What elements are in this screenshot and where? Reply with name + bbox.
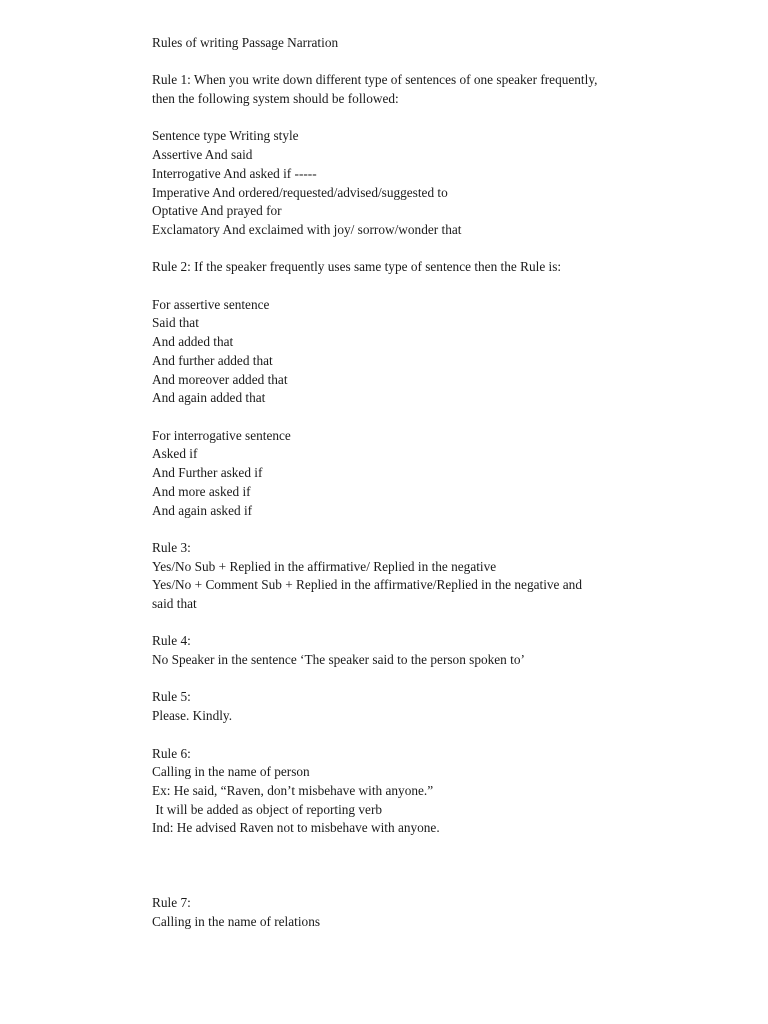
document-title: Rules of writing Passage Narration	[152, 35, 339, 50]
sentence-type-row: Exclamatory And exclaimed with joy/ sorrow/wonder that	[152, 222, 462, 237]
rule5-line: Please. Kindly.	[152, 708, 233, 724]
rule3-line: Yes/No + Comment Sub + Replied in the affirmative/Replied in the negative and	[152, 577, 582, 593]
sentence-type-row: Assertive And said	[152, 147, 253, 163]
interrogative-item: And more asked if	[152, 483, 251, 499]
sentence-type-row: Interrogative And asked if -----	[152, 165, 317, 181]
assertive-item: And again added that	[152, 390, 266, 406]
assertive-item: Said that	[152, 315, 199, 331]
rule6-line: It will be added as object of reporting verb	[152, 801, 383, 817]
rule1-line: Rule 1: When you write down different type of sentences of one speaker frequently,	[152, 72, 598, 88]
assertive-item: And further added that	[152, 352, 273, 368]
interrogative-item: And again asked if	[152, 502, 253, 518]
rule6-line: Ex: He said, “Raven, don’t misbehave with anyone.”	[152, 782, 434, 798]
interrogative-item: Asked if	[152, 446, 198, 462]
rule4-heading: Rule 4:	[152, 633, 191, 649]
rule3-line: Yes/No Sub + Replied in the affirmative/ Replied in the negative	[152, 558, 497, 574]
rule7-heading: Rule 7:	[152, 895, 191, 911]
rule1-line: then the following system should be followed:	[152, 91, 399, 107]
rule7-line: Calling in the name of relations	[152, 913, 321, 929]
assertive-title: For assertive sentence	[152, 296, 270, 312]
rule6-heading: Rule 6:	[152, 745, 191, 761]
assertive-item: And added that	[152, 334, 234, 350]
sentence-type-header: Sentence type Writing style	[152, 128, 299, 144]
sentence-type-row: Optative And prayed for	[152, 203, 282, 219]
sentence-type-row: Imperative And ordered/requested/advised/suggested to	[152, 184, 448, 200]
rule2-heading: Rule 2: If the speaker frequently uses same type of sentence then the Rule is:	[152, 259, 562, 275]
interrogative-item: And Further asked if	[152, 465, 263, 481]
rule3-heading: Rule 3:	[152, 539, 191, 555]
document-body	[152, 34, 652, 932]
assertive-item: And moreover added that	[152, 371, 288, 387]
rule3-line: said that	[152, 596, 197, 611]
rule6-line: Ind: He advised Raven not to misbehave with anyone.	[152, 820, 440, 836]
rule6-line: Calling in the name of person	[152, 764, 310, 780]
interrogative-title: For interrogative sentence	[152, 427, 291, 443]
rule4-line: No Speaker in the sentence ‘The speaker said to the person spoken to’	[152, 652, 525, 668]
rule5-heading: Rule 5:	[152, 689, 191, 705]
